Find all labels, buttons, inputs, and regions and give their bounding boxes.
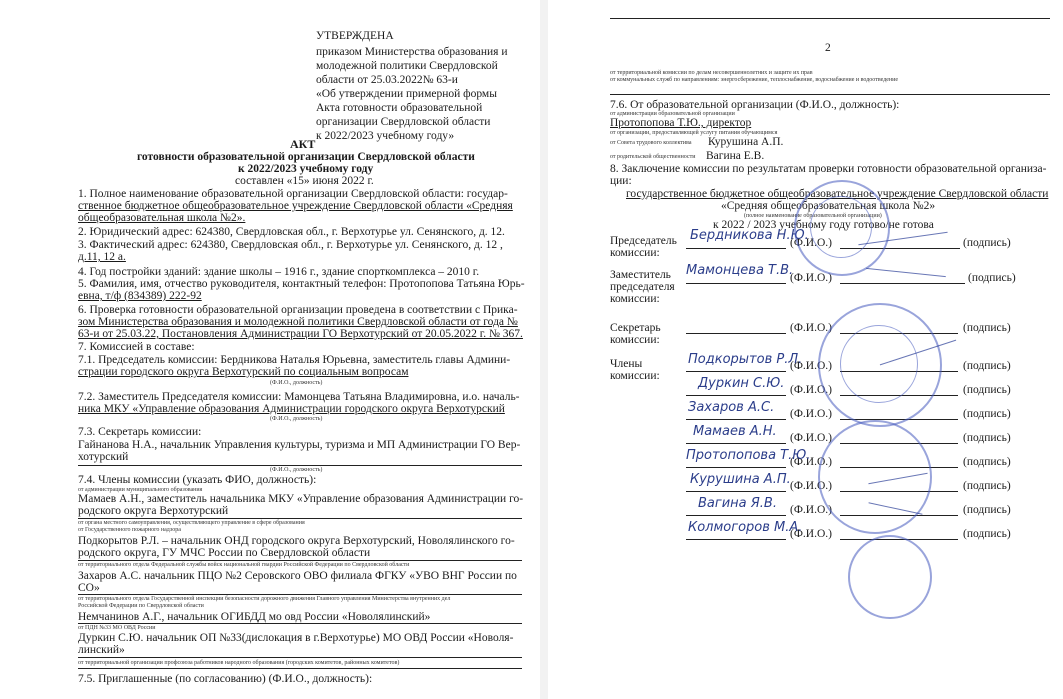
official-stamp bbox=[848, 535, 932, 619]
field-note: от территориального отдела Государственной инспекции безопасности дорожного движения Главного управления Министерства внутренних дел bbox=[78, 596, 451, 602]
field-note: от организации, предоставляющей услугу питания обучающимся bbox=[610, 130, 778, 136]
sign-caption: (подпись) bbox=[968, 272, 1016, 284]
role-label: комиссии: bbox=[610, 370, 660, 382]
approval-line: УТВЕРЖДЕНА bbox=[316, 30, 394, 42]
item-line: Мамаев А.Н., заместитель начальника МКУ «Управление образования Администрации го- bbox=[78, 493, 524, 505]
item-line: Гайнанова Н.А., начальник Управления культуры, туризма и МП Администрации ГО Вер- bbox=[78, 439, 521, 451]
field-note: от территориального отдела Федеральной службы войск национальной гвардии Российской Федерации по Свердловской области bbox=[78, 562, 410, 568]
item-line: 7. Комиссией в составе: bbox=[78, 341, 195, 353]
item-line: 8. Заключение комиссии по результатам проверки готовности образовательной организа- bbox=[610, 163, 1047, 175]
field-note: (полное наименование образовательной организации) bbox=[744, 213, 882, 219]
field-note: от родительской общественности bbox=[610, 154, 696, 160]
fio-caption: (Ф.И.О.) bbox=[790, 528, 832, 540]
item-line: линский» bbox=[78, 644, 125, 656]
fio-caption: (Ф.И.О.) bbox=[790, 237, 832, 249]
page-number: 2 bbox=[825, 42, 831, 54]
item-line: зом Министерства образования и молодежной политики Свердловской области от года № bbox=[78, 316, 518, 328]
fio-caption: (Ф.И.О.) bbox=[790, 408, 832, 420]
field-note: (Ф.И.О., должность) bbox=[270, 380, 323, 386]
field-note: (Ф.И.О., должность) bbox=[270, 416, 323, 422]
item-line: общеобразовательная школа №2». bbox=[78, 212, 246, 224]
field-note: от территориальной комиссии по делам несовершеннолетних и защите их прав bbox=[610, 70, 813, 76]
item-line: 7.5. Приглашенные (по согласованию) (Ф.И.О., должность): bbox=[78, 673, 373, 685]
item-line: 7.4. Члены комиссии (указать ФИО, должность): bbox=[78, 474, 317, 486]
document-subtitle: к 2022/2023 учебному году bbox=[238, 163, 374, 175]
item-line: Дуркин С.Ю. начальник ОП №33(дислокация в г.Верхотурье) МО ОВД России «Новоля- bbox=[78, 632, 514, 644]
role-label: Председатель bbox=[610, 235, 677, 247]
document-title: АКТ bbox=[290, 137, 316, 151]
field-note: от ПДН №33 МО ОВД России bbox=[78, 625, 156, 631]
approval-line: молодежной политики Свердловской bbox=[316, 60, 498, 72]
parents-name: Вагина Е.В. bbox=[706, 150, 765, 162]
item-line: 3. Фактический адрес: 624380, Свердловская обл., г. Верхотурье ул. Сенянского, д. 12 , bbox=[78, 239, 503, 251]
sign-caption: (подпись) bbox=[963, 504, 1011, 516]
director-name: Протопопова Т.Ю., директор bbox=[610, 117, 752, 129]
approval-line: приказом Министерства образования и bbox=[316, 46, 508, 58]
field-note: от администрации муниципального образования bbox=[78, 487, 203, 493]
role-label: Заместитель bbox=[610, 269, 671, 281]
field-note: от администрации образовательной организации bbox=[610, 111, 735, 117]
document-page-2 bbox=[548, 0, 1063, 699]
sign-caption: (подпись) bbox=[963, 322, 1011, 334]
item-line: Немчанинов А.Г., начальник ОГИБДД мо овд России «Новолялинский» bbox=[78, 611, 431, 623]
item-line: Захаров А.С. начальник ПЦО №2 Серовского ОВО филиала ФГКУ «УВО ВНГ России по bbox=[78, 570, 517, 582]
page-gutter bbox=[540, 0, 548, 699]
item-line: ника МКУ «Управление образования Администрации городского округа Верхотурский bbox=[78, 403, 505, 415]
item-line: 5. Фамилия, имя, отчество руководителя, контактный телефон: Протопопова Татьяна Юрь- bbox=[78, 278, 525, 290]
item-line: СО» bbox=[78, 582, 100, 594]
item-line: хотурский bbox=[78, 451, 129, 463]
item-line: 6. Проверка готовности образовательной организации проведена в соответствии с Прика- bbox=[78, 304, 518, 316]
item-line: евна, т/ф (834389) 222-92 bbox=[78, 290, 202, 302]
item-line: 7.3. Секретарь комиссии: bbox=[78, 426, 202, 438]
item-line: д.11, 12 а. bbox=[78, 251, 126, 263]
approval-line: «Об утверждении примерной формы bbox=[316, 88, 497, 100]
council-name: Курушина А.П. bbox=[708, 136, 784, 148]
official-stamp-inner bbox=[810, 196, 872, 258]
item-line: ственное бюджетное общеобразовательное учреждение Свердловской области «Средняя bbox=[78, 200, 513, 212]
fio-caption: (Ф.И.О.) bbox=[790, 456, 832, 468]
approval-line: области от 25.03.2022№ 63-и bbox=[316, 74, 458, 86]
role-label: Секретарь bbox=[610, 322, 661, 334]
role-label: председателя bbox=[610, 281, 675, 293]
fio-caption: (Ф.И.О.) bbox=[790, 384, 832, 396]
role-label: комиссии: bbox=[610, 247, 660, 259]
item-line: Подкорытов Р.Л. – начальник ОНД городского округа Верхотурский, Новолялинского го- bbox=[78, 535, 515, 547]
field-note: от Совета трудового коллектива bbox=[610, 140, 692, 146]
item-line: 1. Полное наименование образовательной организации Свердловской области: государ- bbox=[78, 188, 508, 200]
item-line: 4. Год постройки зданий: здание школы – 1916 г., здание спорткомплекса – 2010 г. bbox=[78, 266, 480, 278]
field-note: от Государственного пожарного надзора bbox=[78, 527, 181, 533]
item-line: страции городского округа Верхотурский по социальным вопросам bbox=[78, 366, 409, 378]
item-line: родского округа Верхотурский bbox=[78, 505, 229, 517]
item-line: 7.2. Заместитель Председателя комиссии: Мамонцева Татьяна Владимировна, и.о. началь- bbox=[78, 391, 520, 403]
sign-caption: (подпись) bbox=[963, 360, 1011, 372]
sign-caption: (подпись) bbox=[963, 528, 1011, 540]
sign-caption: (подпись) bbox=[963, 237, 1011, 249]
item-line: 2. Юридический адрес: 624380, Свердловская обл., г. Верхотурье ул. Сенянского, д. 12. bbox=[78, 226, 505, 238]
fio-caption: (Ф.И.О.) bbox=[790, 272, 832, 284]
sign-caption: (подпись) bbox=[963, 408, 1011, 420]
handwritten-name: Захаров А.С. bbox=[688, 400, 775, 415]
fio-caption: (Ф.И.О.) bbox=[790, 480, 832, 492]
handwritten-name: Бердникова Н.Ю. bbox=[690, 228, 809, 243]
approval-line: организации Свердловской области bbox=[316, 116, 491, 128]
sign-caption: (подпись) bbox=[963, 456, 1011, 468]
ready-line: к 2022 / 2023 учебному году готово/не готова bbox=[713, 219, 934, 231]
role-label: Члены bbox=[610, 358, 643, 370]
approval-line: Акта готовности образовательной bbox=[316, 102, 483, 114]
document-subtitle: готовности образовательной организации Свердловской области bbox=[137, 151, 475, 163]
handwritten-name: Дуркин С.Ю. bbox=[698, 376, 785, 391]
field-note: Российской Федерации по Свердловской области bbox=[78, 603, 204, 609]
fio-caption: (Ф.И.О.) bbox=[790, 360, 832, 372]
handwritten-name: Вагина Я.В. bbox=[698, 496, 777, 511]
sign-caption: (подпись) bbox=[963, 384, 1011, 396]
fio-caption: (Ф.И.О.) bbox=[790, 504, 832, 516]
item-line: родского округа, ГУ МЧС России по Свердловской области bbox=[78, 547, 371, 559]
role-label: комиссии: bbox=[610, 293, 660, 305]
item-line: ции: bbox=[610, 175, 632, 187]
field-note: от коммунальных служб по направлениям: энергосбережение, теплоснабжение, водоснабжение и водоотведение bbox=[610, 77, 899, 83]
handwritten-name: Колмогоров М.А. bbox=[688, 520, 803, 535]
sign-caption: (подпись) bbox=[963, 432, 1011, 444]
handwritten-name: Протопопова Т.Ю. bbox=[686, 448, 811, 463]
field-note: от территориальной организации профсоюза работников народного образования (городских комитетов, районных комитетов) bbox=[78, 660, 400, 666]
item-line: 63-и от 25.03.22, Постановления Администрации ГО Верхотурский от 20.05.2022 г. № 367. bbox=[78, 328, 523, 340]
item-line: 7.6. От образовательной организации (Ф.И.О., должность): bbox=[610, 99, 900, 111]
field-note: (Ф.И.О., должность) bbox=[270, 467, 323, 473]
official-stamp bbox=[818, 420, 932, 534]
handwritten-name: Подкорытов Р.Л. bbox=[688, 352, 803, 367]
item-line: 7.1. Председатель комиссии: Бердникова Наталья Юрьевна, заместитель главы Админи- bbox=[78, 354, 511, 366]
fio-caption: (Ф.И.О.) bbox=[790, 322, 832, 334]
field-note: от органа местного самоуправления, осуществляющего управление в сфере образования bbox=[78, 520, 305, 526]
fio-caption: (Ф.И.О.) bbox=[790, 432, 832, 444]
org-name: «Средняя общеобразовательная школа №2» bbox=[721, 200, 936, 212]
approval-line: к 2022/2023 учебному году» bbox=[316, 130, 455, 142]
handwritten-name: Мамонцева Т.В. bbox=[686, 263, 794, 278]
handwritten-name: Курушина А.П. bbox=[690, 472, 791, 487]
sign-caption: (подпись) bbox=[963, 480, 1011, 492]
role-label: комиссии: bbox=[610, 334, 660, 346]
compiled-date: составлен «15» июня 2022 г. bbox=[235, 175, 374, 187]
org-name: государственное бюджетное общеобразовательное учреждение Свердловской области bbox=[626, 188, 1049, 200]
handwritten-name: Мамаев А.Н. bbox=[693, 424, 777, 439]
signature-scribble bbox=[866, 268, 946, 277]
